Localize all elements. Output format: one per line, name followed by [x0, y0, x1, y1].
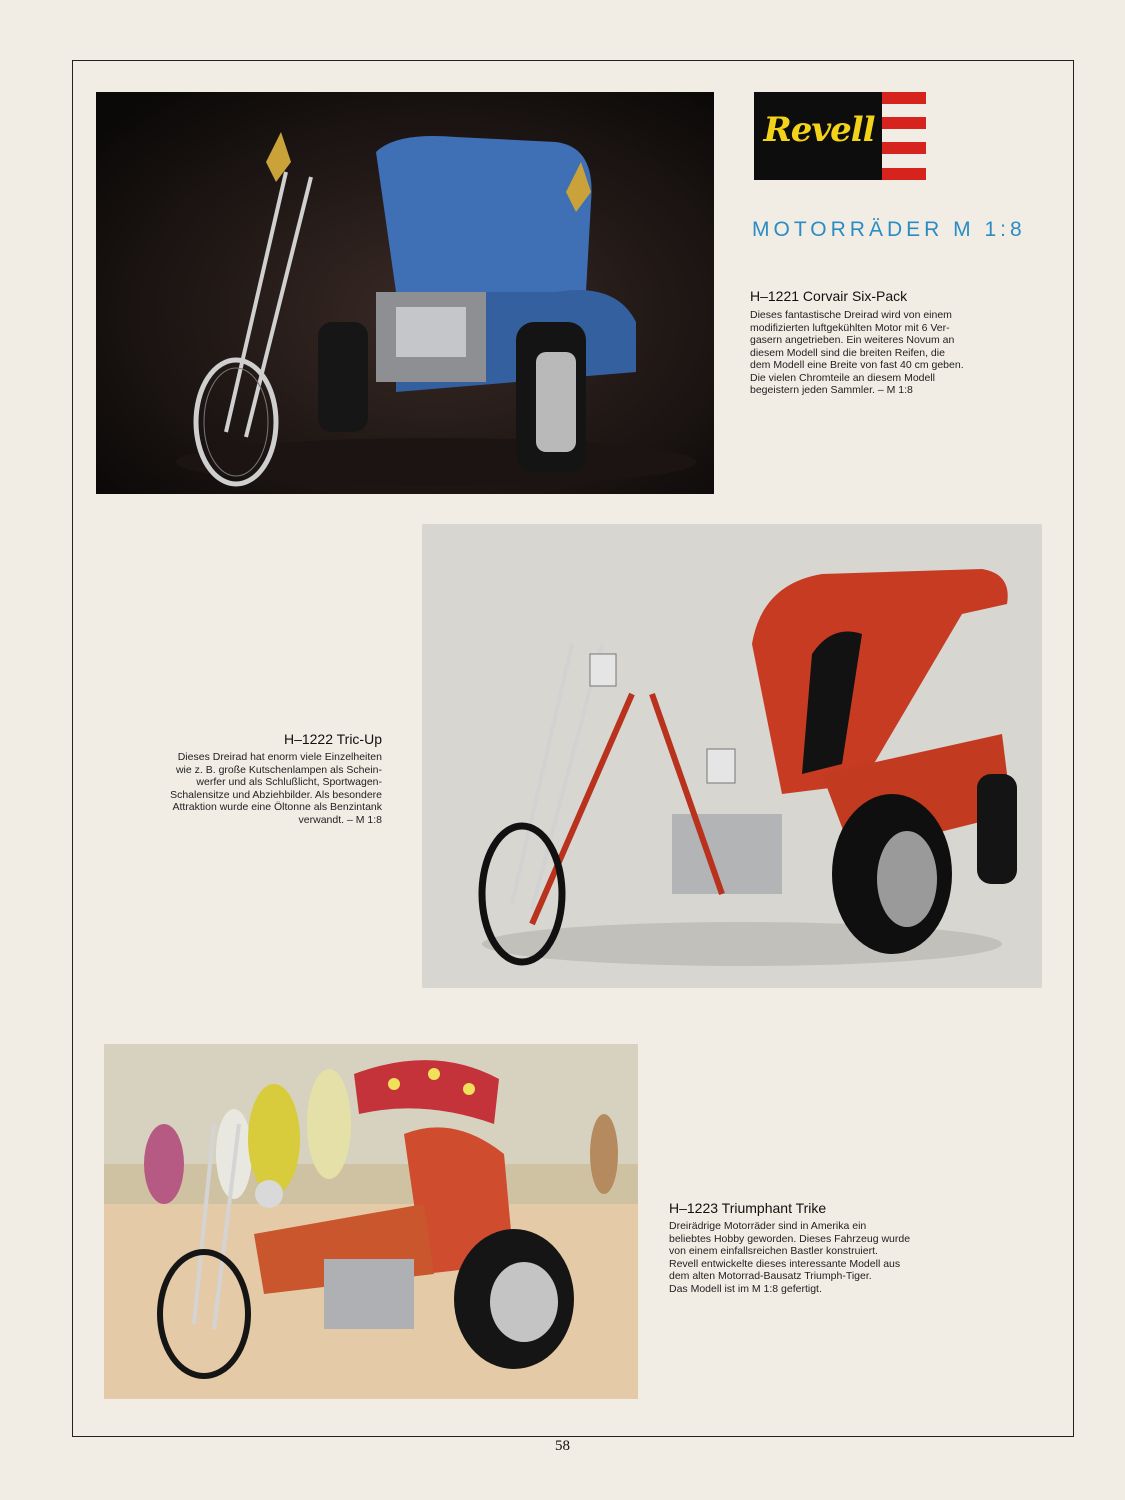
page-number: 58 [555, 1438, 570, 1454]
description-line: Dieses fantastische Dreirad wird von einem [750, 309, 952, 321]
description-line: Dreirädrige Motorräder sind in Amerika ein [669, 1220, 867, 1232]
description-line: wie z. B. große Kutschenlampen als Schein- [175, 763, 382, 776]
beach-trike-illustration [104, 1044, 638, 1399]
description-line: begeistern jeden Sammler. – M 1:8 [750, 384, 913, 396]
section-title: MOTORRÄDER M 1:8 [752, 218, 1026, 241]
logo-stripe [882, 92, 926, 104]
description-line: verwandt. – M 1:8 [298, 813, 382, 826]
description-line: Das Modell ist im M 1:8 gefertigt. [669, 1282, 822, 1295]
logo-box [754, 92, 882, 180]
red-trike-photo [422, 524, 1042, 988]
description-line: diesem Modell sind die breiten Reifen, die [750, 346, 945, 359]
logo-stripe [882, 142, 926, 154]
description-line: dem alten Motorrad-Bausatz Triumph-Tiger. [669, 1270, 872, 1282]
description-line: von einem einfallsreichen Bastler konstruiert. [669, 1245, 878, 1257]
product-description [122, 751, 382, 826]
description-line: Schalensitze und Abziehbilder. Als besondere [170, 788, 382, 801]
description-line: beliebtes Hobby geworden. Dieses Fahrzeug wurde [669, 1232, 911, 1245]
logo-stripe [882, 117, 926, 129]
description-line: Die vielen Chromteile an diesem Modell [750, 371, 936, 384]
description-line: werfer und als Schlußlicht, Sportwagen- [196, 776, 382, 788]
revell-logo [754, 92, 926, 180]
description-line: dem Modell eine Breite von fast 40 cm geben. [750, 359, 964, 371]
logo-stripe [882, 168, 926, 180]
product-description [669, 1220, 969, 1295]
description-line: modifizierten luftgekühlten Motor mit 6 Ver- [750, 321, 950, 334]
description-line: Dieses Dreirad hat enorm viele Einzelheiten [177, 751, 382, 763]
product-title: H–1223 Triumphant Trike [669, 1200, 827, 1216]
product-description [750, 309, 1050, 397]
description-line: gasern angetrieben. Ein weiteres Novum an [750, 334, 955, 346]
blue-trike-photo [96, 92, 714, 494]
description-line: Revell entwickelte dieses interessante Modell aus [669, 1257, 901, 1270]
logo-text: Revell [763, 110, 875, 150]
product-title: H–1221 Corvair Six-Pack [750, 288, 908, 304]
product-title: H–1222 Tric-Up [283, 731, 382, 747]
description-line: Attraktion wurde eine Öltonne als Benzintank [172, 801, 382, 813]
